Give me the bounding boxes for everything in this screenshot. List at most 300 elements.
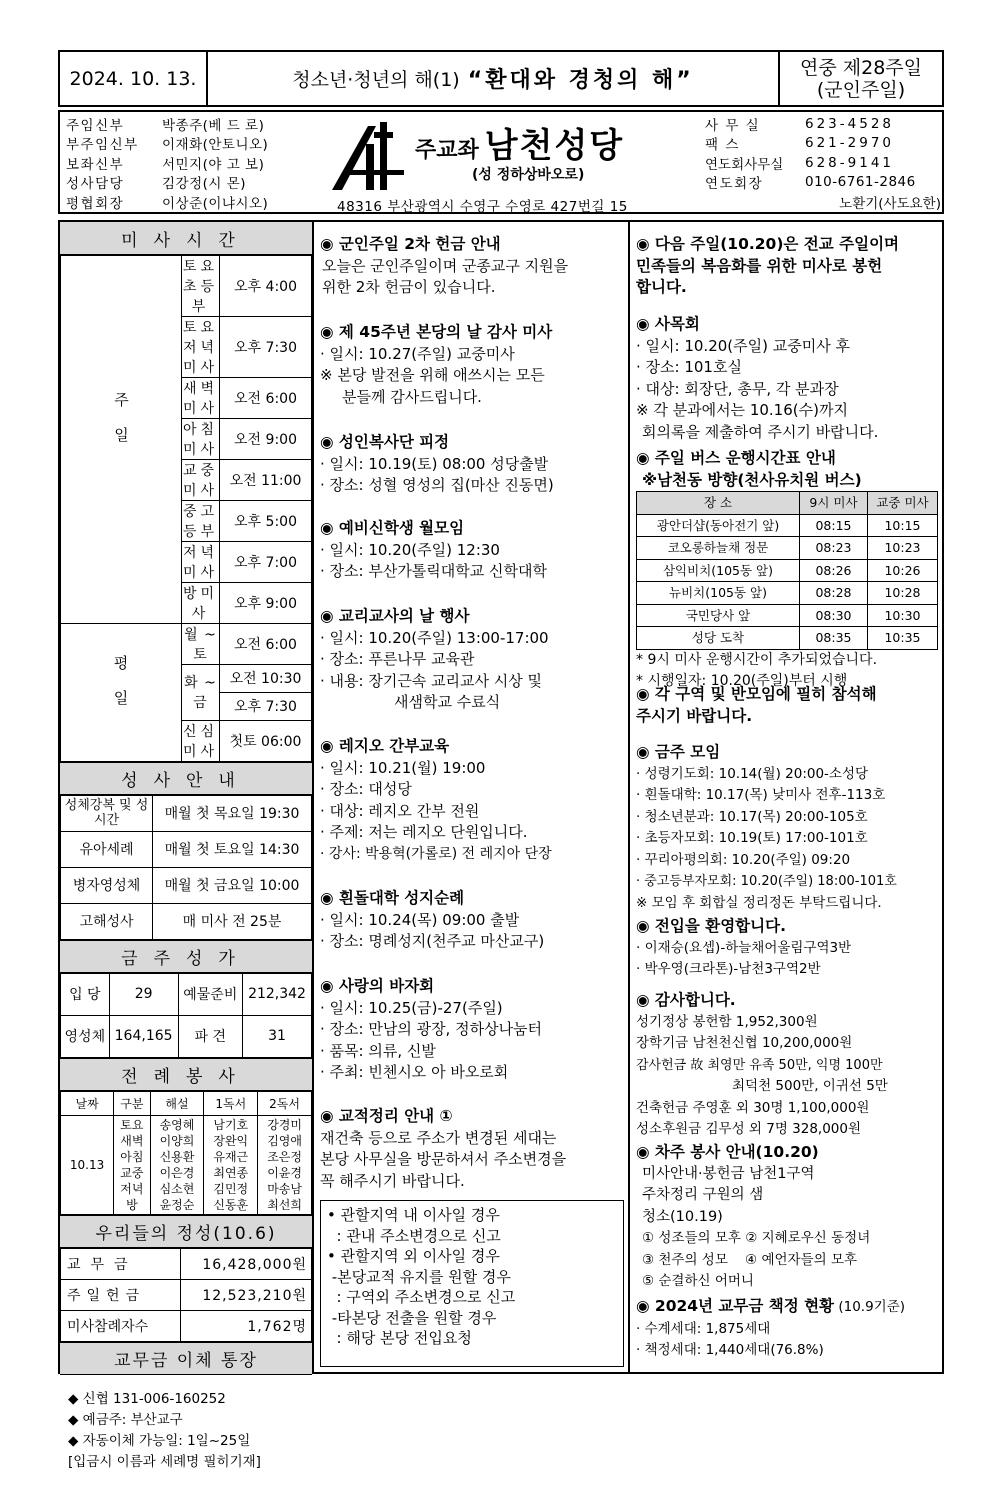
ampm: 오전 [229, 473, 257, 489]
bus-stop: 뉴비치(105동 앞) [637, 582, 800, 605]
sunday-label [61, 256, 182, 624]
bus-time: 10:35 [868, 627, 938, 650]
hymns-table [60, 973, 312, 1058]
sunday-text: 주일 [112, 392, 130, 462]
table-row [61, 867, 312, 903]
staff-row [66, 173, 326, 193]
notice-title: ◉ 감사합니다. [636, 991, 736, 1009]
notice-registry [320, 1106, 566, 1192]
bus-stop: 광안더샵(동아전기 앞) [637, 514, 800, 537]
bulletin-date: 2024. 10. 13. [60, 52, 208, 105]
contact-value: 628-9141 [805, 154, 894, 171]
mass-time [220, 378, 312, 419]
service-reading2 [258, 1115, 312, 1214]
notice-line: ※ 본당 발전을 위해 애쓰시는 모든 [320, 366, 545, 384]
altar-service-title: 전례봉사 [60, 1058, 312, 1091]
notice-line: * 시행일자: 10.20(주일)부터 시행 [636, 673, 848, 689]
contact-label: 팩 스 [705, 137, 740, 154]
cell: 송영혜 [159, 1117, 195, 1132]
notice-catechist-day [320, 606, 549, 714]
notice-title: 합니다. [636, 278, 687, 296]
notice-line: 오늘은 군인주일이며 군종교구 지원을 [322, 256, 569, 275]
contact-row [705, 192, 941, 212]
cell: 교중 [120, 1165, 144, 1180]
notice-title: ◉ 제 45주년 본당의 날 감사 미사 [320, 323, 553, 341]
notice-line: · 수계세대: 1,875세대 [636, 1320, 771, 1337]
notice-line: 분들께 감사드립니다. [342, 387, 482, 406]
time: 11:00 [261, 473, 302, 489]
notice-line: · 성령기도회: 10.14(월) 20:00-소성당 [636, 765, 869, 782]
left-column [60, 222, 314, 1470]
box-line: • 관할지역 내 이사일 경우 [327, 1206, 500, 1224]
staff-list [66, 114, 326, 212]
cell: 토요 [120, 1117, 144, 1132]
notice-line: · 일시: 10.21(월) 19:00 [320, 758, 486, 777]
notice-line: · 장소: 명례성지(천주교 마산교구) [320, 932, 545, 950]
mass-time: 오후 7:30 [220, 692, 312, 720]
middle-column [316, 222, 630, 1372]
notice-line: 회의록을 제출하여 주시기 바랍니다. [642, 422, 879, 441]
staff-role: 주임신부 [66, 117, 125, 134]
sacrament-name: 고해성사 [61, 903, 153, 939]
contact-label: 연도회장 [705, 176, 764, 193]
notice-seminarian-meeting [320, 518, 547, 583]
table-row [61, 256, 312, 317]
column-header: 날짜 [61, 1091, 114, 1115]
notice-military-sunday [320, 234, 568, 299]
notice-line: · 일시: 10.24(목) 09:00 출발 [320, 910, 520, 929]
notice-title: ◉ 전입을 환영합니다. [636, 917, 786, 935]
column-header: 2독서 [258, 1091, 312, 1115]
hymn-number: 164,165 [109, 1015, 178, 1057]
notice-line: · 장소: 부산가톨릭대학교 신학대학 [320, 562, 547, 580]
time: 6:00 [265, 391, 297, 407]
bulletin-body [58, 220, 944, 1470]
notice-title: ◉ 차주 봉사 안내(10.20) [636, 1143, 819, 1161]
bus-time: 08:30 [800, 604, 868, 627]
contact-label: 연도회사무실 [705, 156, 784, 173]
box-line: -타본당 전출을 원할 경우 [327, 1308, 497, 1327]
contact-row [705, 134, 941, 154]
column-header: 1독서 [204, 1091, 258, 1115]
notice-line: · 초등자모회: 10.19(토) 17:00-101호 [636, 830, 868, 846]
notice-line: · 책정세대: 1,440세대(76.8%) [636, 1342, 824, 1358]
notice-line: 미사안내·봉헌금 남천1구역 [642, 1165, 815, 1182]
bus-stop: 성당 도착 [637, 627, 800, 650]
church-address: 48316 부산광역시 수영구 수영로 427번길 15 [337, 199, 628, 215]
cell: 심소현 [159, 1181, 195, 1196]
notice-altar-server-retreat [320, 432, 554, 497]
cell: 방 [126, 1197, 138, 1212]
notice-title-note: (10.9기준) [834, 1299, 906, 1315]
notice-line: ③ 천주의 성모 ④ 예언자들의 모후 [642, 1251, 858, 1268]
contact-value: 621-2970 [805, 135, 894, 152]
table-row [61, 1015, 312, 1057]
mass-time [220, 501, 312, 542]
sacrament-time: 매 미사 전 25분 [153, 903, 312, 939]
cell: 저녁 [120, 1181, 144, 1196]
mass-name: 아침미사 [182, 419, 220, 460]
notice-line: 성기정상 봉헌함 1,952,300원 [636, 1013, 818, 1030]
notice-title: 주시기 바랍니다. [636, 706, 753, 725]
ampm: 오전 [234, 391, 262, 407]
year-theme-label: 청소년·청년의 해(1) [292, 69, 460, 91]
church-patron: (성 정하상바오로) [472, 167, 585, 183]
church-title: 남천성당 [484, 126, 625, 166]
mass-time [220, 542, 312, 583]
offerings-table [60, 1248, 312, 1342]
notice-new-members [636, 916, 851, 981]
table-row [637, 627, 938, 650]
parish-info [58, 110, 944, 214]
notice-title: ◉ 레지오 간부교육 [320, 737, 450, 755]
cell: 신용환 [159, 1149, 195, 1164]
cell: 최선희 [267, 1197, 302, 1212]
ampm: 오후 [234, 555, 262, 571]
notice-meeting-attendance [636, 684, 877, 727]
table-row [61, 1248, 312, 1279]
staff-name: 박종주(베 드 로) [162, 117, 265, 134]
mass-times-title: 미사시간 [60, 222, 312, 255]
ampm: 오후 [234, 340, 262, 356]
notice-next-week-service [636, 1142, 870, 1293]
bus-time: 08:28 [800, 582, 868, 605]
table-row [61, 1115, 312, 1214]
bank-info [60, 1375, 312, 1487]
sacrament-time: 매월 첫 토요일 14:30 [153, 831, 312, 867]
notice-line: · 주제: 저는 레지오 단원입니다. [320, 823, 528, 841]
offering-label: 주일헌금 [61, 1279, 181, 1310]
cell: 조은정 [267, 1149, 302, 1164]
notice-line: · 청소년분과: 10.17(목) 20:00-105호 [636, 808, 868, 825]
offerings-title: 우리들의 정성(10.6) [60, 1215, 312, 1248]
service-reading1 [204, 1115, 258, 1214]
notice-line: 건축헌금 주영훈 외 30명 1,100,000원 [636, 1099, 870, 1116]
staff-role: 보좌신부 [66, 156, 125, 173]
mass-name: 교중미사 [182, 460, 220, 501]
table-row [61, 903, 312, 939]
notice-line: · 일시: 10.25(금)-27(주일) [320, 998, 503, 1017]
mass-time [220, 460, 312, 501]
time: 7:30 [265, 340, 297, 356]
table-row [61, 795, 312, 831]
notice-line: · 장소: 대성당 [320, 780, 412, 798]
notice-title: ◉ 2024년 교무금 책정 현황 [636, 1297, 835, 1315]
notice-line: · 일시: 10.20(주일) 12:30 [320, 540, 500, 559]
right-column [632, 222, 942, 1372]
service-commentary [150, 1115, 204, 1214]
box-line: : 구역외 주소변경으로 신고 [327, 1288, 516, 1306]
staff-row [66, 153, 326, 173]
mass-name: 저녁미사 [182, 542, 220, 583]
column-header: 9시 미사 [800, 492, 868, 515]
mass-time: 오전 6:00 [220, 624, 312, 665]
notice-title: ◉ 교리교사의 날 행사 [320, 607, 470, 625]
sacrament-name: 유아세례 [61, 831, 153, 867]
bus-stop: 국민당사 앞 [637, 604, 800, 627]
bus-stop: 삼익비치(105동 앞) [637, 559, 800, 582]
offering-label: 교무금 [61, 1248, 181, 1279]
cell: 이윤경 [267, 1165, 302, 1180]
ampm: 오전 [234, 432, 262, 448]
mass-time [220, 317, 312, 378]
offering-value: 16,428,000원 [181, 1248, 312, 1279]
altar-service-table [60, 1091, 312, 1215]
time: 9:00 [265, 432, 297, 448]
contact-label: 사 무 실 [705, 117, 761, 134]
liturgical-week [780, 52, 942, 105]
hymn-label: 입 당 [61, 973, 110, 1015]
staff-name: 이재화(안토니오) [162, 137, 269, 154]
notice-line: 최덕천 500만, 이귀선 5만 [732, 1078, 888, 1094]
notice-dues-status [636, 1296, 905, 1362]
ampm: 오후 [234, 279, 262, 295]
notice-line: 장학기금 남천천신협 10,200,000원 [636, 1035, 853, 1051]
notice-line: 주차정리 구원의 샘 [642, 1187, 764, 1203]
notice-line: · 장소: 101호실 [636, 358, 742, 376]
bank-note: [입금시 이름과 세례명 필히기재] [68, 1453, 261, 1470]
cell: 새벽 [120, 1133, 144, 1148]
mass-name: 신심미사 [182, 720, 220, 761]
sacrament-name: 성체강복 및 성시간 [61, 795, 153, 831]
column-header: 구분 [114, 1091, 150, 1115]
notice-line: · 이재승(요셉)-하늘채어울림구역3반 [636, 939, 852, 956]
bus-time: 08:26 [800, 559, 868, 582]
church-name [415, 118, 624, 167]
bank-title: 교무금 이체 통장 [60, 1342, 312, 1375]
hymn-label: 예물준비 [178, 973, 242, 1015]
staff-row [66, 192, 326, 212]
notice-line: · 박우영(크라톤)-남천3구역2반 [636, 961, 821, 977]
table-row [61, 831, 312, 867]
table-row [61, 1279, 312, 1310]
sacrament-time: 매월 첫 목요일 19:30 [153, 795, 312, 831]
table-row [61, 1310, 312, 1341]
notice-line: · 장소: 푸른나무 교육관 [320, 650, 475, 668]
notice-line: ⑤ 순결하신 어머니 [642, 1273, 754, 1289]
contact-value: 623-4528 [805, 115, 894, 132]
mass-time [220, 419, 312, 460]
ampm: 오후 [234, 596, 262, 612]
cell: 이은경 [159, 1165, 195, 1180]
sacraments-table [60, 795, 312, 940]
cell: 최연종 [213, 1165, 249, 1180]
notice-title: ◉ 교적정리 안내 ① [320, 1107, 453, 1125]
time: 7:00 [265, 555, 297, 571]
mass-time [220, 256, 312, 317]
hymn-number: 212,342 [243, 973, 312, 1015]
cell: 윤정순 [159, 1197, 195, 1212]
sacrament-name: 병자영성체 [61, 867, 153, 903]
bus-time: 10:23 [868, 537, 938, 560]
year-theme [208, 52, 780, 105]
notice-weekly-meetings [636, 742, 897, 914]
notice-title: ◉ 군인주일 2차 헌금 안내 [320, 235, 501, 253]
bank-account: ◆ 신협 131-006-160252 [68, 1390, 226, 1407]
notice-line: ※ 각 분과에서는 10.16(수)까지 [636, 401, 848, 419]
box-line: : 해당 본당 전입요청 [327, 1329, 472, 1347]
hymn-label: 영성체 [61, 1015, 110, 1057]
bulletin-header [58, 50, 944, 107]
notice-pilgrimage [320, 888, 544, 953]
time: 9:00 [265, 596, 297, 612]
bus-table [636, 491, 938, 650]
notice-line: · 장소: 만남의 광장, 정하상나눔터 [320, 1020, 543, 1038]
notice-title: ◉ 사랑의 바자회 [320, 977, 435, 995]
notice-pastoral-council [636, 314, 878, 443]
notice-line: · 일시: 10.20(주일) 13:00-17:00 [320, 628, 549, 647]
notice-title: ◉ 다음 주일(10.20)은 전교 주일이며 [636, 235, 900, 253]
table-row [637, 514, 938, 537]
contact-row [705, 153, 941, 173]
bus-time: 08:23 [800, 537, 868, 560]
notice-line: · 대상: 회장단, 총무, 각 분과장 [636, 379, 839, 398]
notice-line: · 흰돌대학: 10.17(목) 낮미사 전후-113호 [636, 787, 886, 803]
mass-name: 토요초등부 [182, 256, 220, 317]
mass-name: 월 ~ 토 [182, 624, 220, 665]
notice-parish-day [320, 322, 552, 408]
mass-time: 첫토 06:00 [220, 720, 312, 761]
sacrament-time: 매월 첫 금요일 10:00 [153, 867, 312, 903]
weekday-label [61, 624, 182, 762]
notice-line: 새샘학교 수료식 [394, 693, 501, 711]
table-row [61, 1091, 312, 1115]
notice-title: ◉ 사목회 [636, 315, 700, 333]
notice-line: 본당 사무실을 방문하셔서 주소변경을 [320, 1150, 567, 1168]
notice-line: · 꾸리아평의회: 10.20(주일) 09:20 [636, 851, 851, 868]
weekday-text: 평일 [111, 655, 130, 726]
hymn-number: 29 [109, 973, 178, 1015]
notice-line: 감사헌금 故 최영만 유족 50만, 익명 100만 [636, 1057, 883, 1073]
notice-line: * 9시 미사 운행시간이 추가되었습니다. [636, 651, 878, 668]
notice-line: 청소(10.19) [642, 1208, 723, 1225]
table-row [637, 559, 938, 582]
cell: 아침 [120, 1149, 144, 1164]
mass-time [220, 583, 312, 624]
notice-line: · 대상: 레지오 간부 전원 [320, 801, 480, 820]
mass-name: 새벽미사 [182, 378, 220, 419]
notice-subtitle: ※남천동 방향(천사유치원 버스) [642, 470, 862, 489]
notice-line: 재건축 등으로 주소가 변경된 세대는 [320, 1128, 557, 1147]
bus-time: 10:15 [868, 514, 938, 537]
notice-line: · 중고등부자모회: 10.20(주일) 18:00-101호 [636, 874, 897, 889]
contact-row [705, 114, 941, 134]
box-line: : 관내 주소변경으로 신고 [327, 1226, 501, 1245]
notice-title: ◉ 주일 버스 운행시간표 안내 [636, 449, 836, 467]
year-motto: “환대와 경청의 해” [467, 68, 694, 93]
mass-time: 오전 10:30 [220, 665, 312, 693]
column-header: 교중 미사 [868, 492, 938, 515]
notice-line: 꼭 해주시기 바랍니다. [320, 1171, 465, 1190]
bus-time: 10:26 [868, 559, 938, 582]
notice-title: ◉ 금주 모임 [636, 743, 721, 761]
cell: 김민정 [213, 1181, 249, 1196]
offering-label: 미사참례자수 [61, 1310, 181, 1341]
mass-name: 방미사 [182, 583, 220, 624]
contact-value: 노환기(사도요한) [839, 195, 941, 212]
table-row [61, 973, 312, 1015]
notice-legio-training [320, 736, 552, 865]
cell: 이양희 [159, 1133, 195, 1148]
notice-thanks [636, 990, 888, 1141]
notice-line: · 일시: 10.19(토) 08:00 성당출발 [320, 454, 549, 473]
notice-title: ◉ 흰돌대학 성지순례 [320, 889, 465, 907]
box-line: -본당교적 유지를 원할 경우 [327, 1267, 511, 1286]
contact-list [705, 114, 941, 212]
notice-title: ◉ 예비신학생 월모임 [320, 519, 465, 537]
bus-time: 10:30 [868, 604, 938, 627]
bus-time: 10:28 [868, 582, 938, 605]
staff-row [66, 114, 326, 134]
bus-time: 08:35 [800, 627, 868, 650]
sacraments-title: 성사안내 [60, 762, 312, 795]
notice-line: · 장소: 성혈 영성의 집(마산 진동면) [320, 476, 554, 494]
notice-mission-sunday [636, 234, 899, 299]
time: 4:00 [265, 279, 297, 295]
notice-line: · 내용: 장기근속 교리교사 시상 및 [320, 671, 543, 690]
week-title: 연중 제28주일 [800, 56, 922, 79]
table-row [637, 492, 938, 515]
registry-info-box [320, 1200, 624, 1367]
cell: 장완익 [213, 1133, 249, 1148]
bus-time: 08:15 [800, 514, 868, 537]
cell: 유재근 [213, 1149, 249, 1164]
notice-title: 민족들의 복음화를 위한 미사로 봉헌 [636, 256, 883, 275]
mass-times-table [60, 255, 312, 762]
notice-line: · 일시: 10.20(주일) 교중미사 후 [636, 336, 850, 355]
staff-role: 성사담당 [66, 176, 125, 193]
service-date: 10.13 [61, 1115, 114, 1214]
notice-line: · 품목: 의류, 신발 [320, 1041, 436, 1060]
staff-role: 부주임신부 [66, 137, 139, 154]
hymns-title: 금주성가 [60, 940, 312, 973]
hymn-label: 파 견 [178, 1015, 242, 1057]
table-row [637, 582, 938, 605]
box-line: • 관할지역 외 이사일 경우 [327, 1247, 500, 1265]
mass-name: 중고등부 [182, 501, 220, 542]
notice-title: ◉ 성인복사단 피정 [320, 433, 450, 451]
church-prefix: 주교좌 [415, 138, 479, 163]
cell: 김영애 [267, 1133, 302, 1148]
staff-name: 김강정(시 몬) [162, 176, 247, 193]
cell: 강경미 [267, 1117, 302, 1132]
staff-name: 이상준(이냐시오) [162, 195, 269, 212]
contact-row [705, 173, 941, 193]
staff-row [66, 134, 326, 154]
notice-line: 위한 2차 헌금이 있습니다. [322, 278, 496, 296]
table-row [61, 624, 312, 665]
time: 5:00 [265, 514, 297, 530]
notice-bus-schedule [636, 448, 938, 693]
mass-name: 화 ~ 금 [182, 665, 220, 721]
notice-title: ◉ 각 구역 및 반모임에 필히 참석해 [636, 685, 877, 703]
bank-holder: ◆ 예금주: 부산교구 [68, 1411, 183, 1428]
mass-name: 토요저녁미사 [182, 317, 220, 378]
ampm: 오후 [234, 514, 262, 530]
table-row [637, 537, 938, 560]
notice-line: ※ 모임 후 회합실 정리정돈 부탁드립니다. [636, 894, 882, 911]
cell: 남기호 [213, 1117, 249, 1132]
offering-value: 12,523,210원 [181, 1279, 312, 1310]
notice-line: ① 성조들의 모후 ② 지혜로우신 동정녀 [642, 1230, 871, 1246]
column-header: 해설 [150, 1091, 204, 1115]
cell: 마송남 [267, 1181, 302, 1196]
cell: 신동훈 [213, 1197, 249, 1212]
notice-line: 성소후원금 김무성 외 7명 328,000원 [636, 1121, 862, 1137]
notice-line: · 강사: 박용혁(가롤로) 전 레지아 단장 [320, 845, 552, 862]
notice-line: · 주최: 빈첸시오 아 바오로회 [320, 1063, 509, 1081]
offering-value: 1,762명 [181, 1310, 312, 1341]
